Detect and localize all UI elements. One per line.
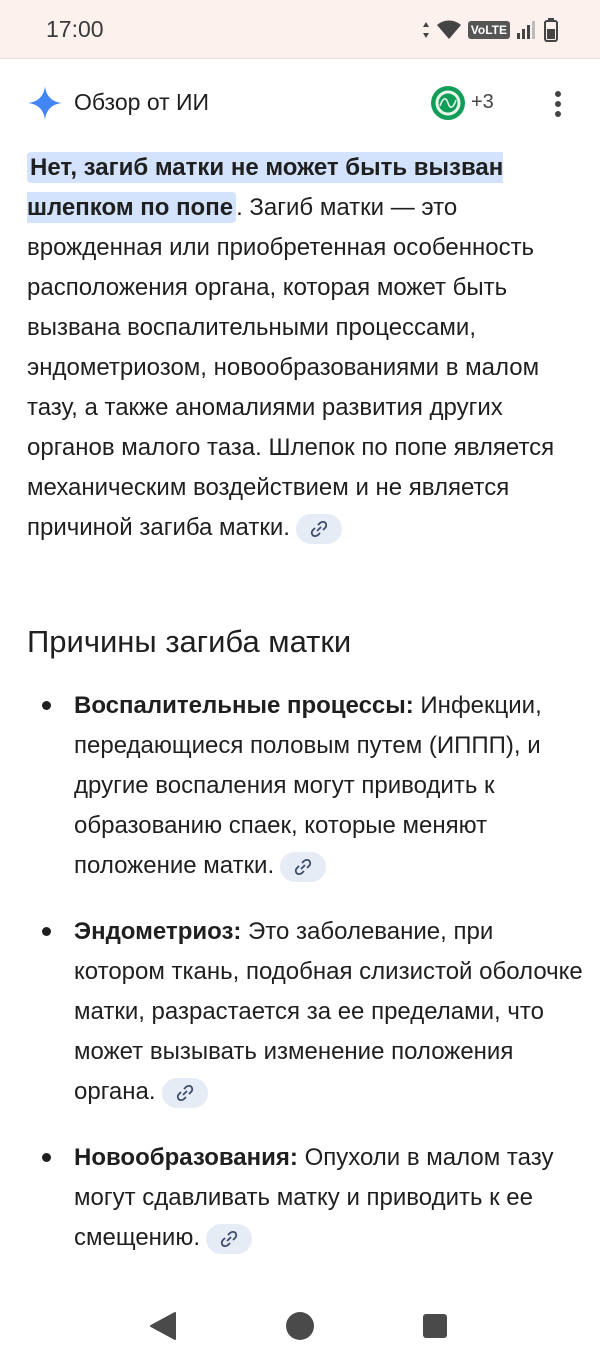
wifi-icon (436, 20, 462, 40)
item-term: Эндометриоз: (74, 918, 242, 945)
bullet-dot (42, 701, 51, 710)
signal-icon (516, 20, 538, 40)
sparkle-icon (28, 86, 62, 120)
link-icon (220, 1230, 238, 1248)
item-term: Новообразования: (74, 1144, 298, 1171)
system-nav-bar (0, 1296, 600, 1365)
list-item (27, 912, 587, 1112)
link-icon (294, 858, 312, 876)
source-link-chip[interactable] (162, 1078, 208, 1108)
ai-overview-header (0, 78, 600, 130)
list-item (27, 1138, 587, 1258)
back-icon[interactable] (149, 1311, 177, 1341)
section-title: Причины загиба матки (27, 624, 352, 659)
volte-icon: VoLTE (468, 21, 510, 39)
answer-body: . Загиб матки — это врожденная или приобретенная особенность расположения органа, которая может быть вызвана воспалительными процессами, эндометриозом, новообразованиями в малом тазу, а также аномалиями развития других органов малого таза. Шлепок по попе является механическим воздействием и не является причиной загиба матки. (27, 194, 555, 541)
status-bar (0, 0, 600, 59)
causes-list (27, 686, 587, 1284)
link-icon (310, 520, 328, 538)
answer-paragraph (27, 148, 587, 548)
answer-highlight: Нет, загиб матки не может быть вызван шлепком по попе (27, 154, 504, 221)
data-arrows-icon (422, 21, 430, 39)
status-time: 17:00 (46, 16, 104, 42)
bullet-dot (42, 927, 51, 936)
item-text: Это заболевание, при котором ткань, подобная слизистой оболочке матки, разрастается за ее пределами, что может вызывать изменение положения органа. (74, 918, 583, 1105)
battery-icon (544, 18, 558, 42)
source-logo-icon[interactable] (430, 85, 466, 121)
list-item (27, 686, 587, 886)
source-link-chip[interactable] (280, 852, 326, 882)
sources-count[interactable]: +3 (471, 91, 494, 113)
ai-overview-title: Обзор от ИИ (74, 89, 210, 115)
item-text: Опухоли в малом тазу могут сдавливать матку и приводить к ее смещению. (74, 1144, 554, 1251)
recents-icon[interactable] (423, 1314, 447, 1338)
item-text: Инфекции, передающиеся половым путем (ИППП), и другие воспаления могут приводить к образованию спаек, которые меняют положение матки. (74, 692, 542, 879)
item-term: Воспалительные процессы: (74, 692, 414, 719)
source-link-chip[interactable] (296, 514, 342, 544)
source-link-chip[interactable] (206, 1224, 252, 1254)
link-icon (176, 1084, 194, 1102)
more-vert-icon[interactable] (548, 88, 568, 120)
ai-answer (27, 148, 587, 548)
status-icons (422, 17, 558, 43)
bullet-dot (42, 1153, 51, 1162)
home-icon[interactable] (286, 1312, 314, 1340)
